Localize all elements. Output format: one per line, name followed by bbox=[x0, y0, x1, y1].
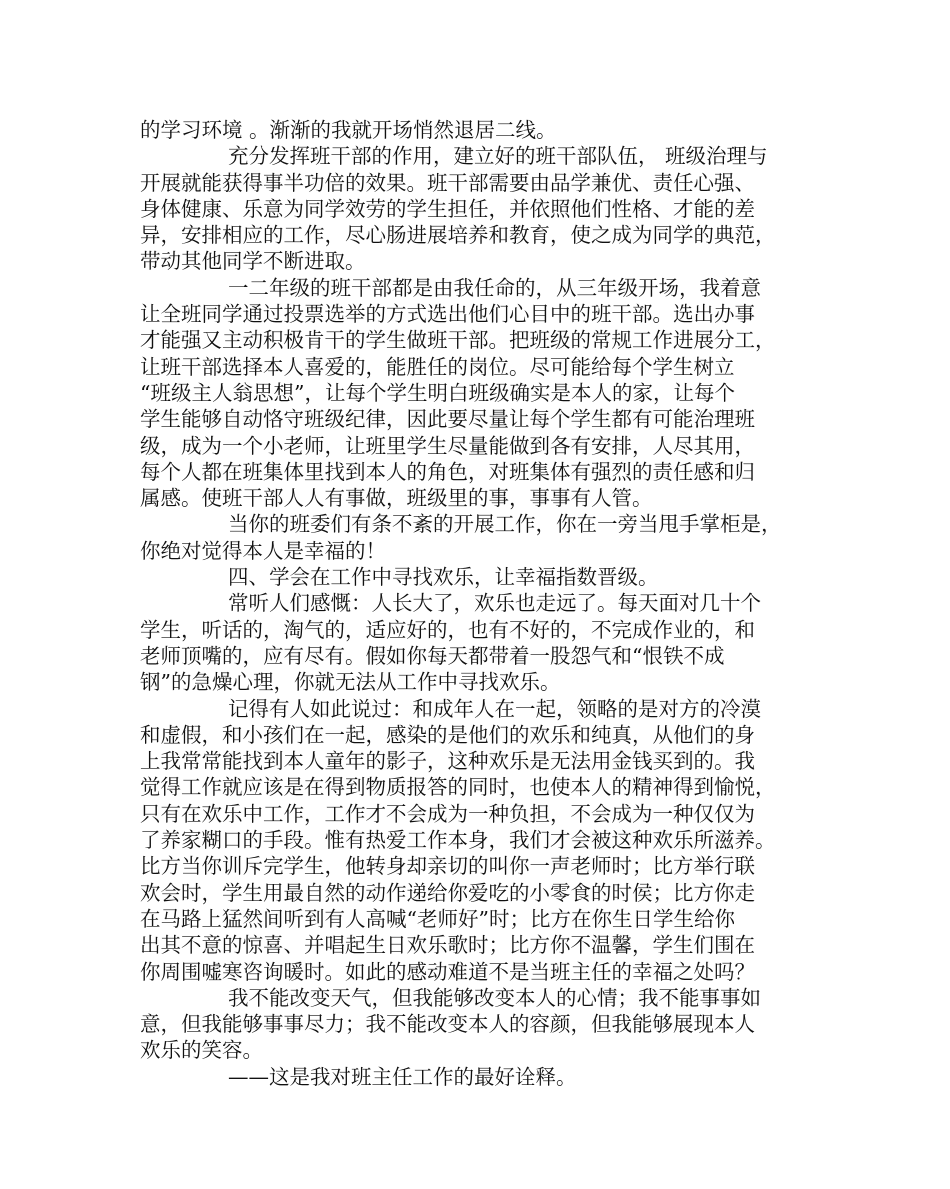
text-line: 欢乐的笑容。 bbox=[140, 1038, 263, 1063]
text-line: 意，但我能够事事尽力；我不能改变本人的容颜，但我能够展现本人 bbox=[140, 1012, 755, 1037]
text-line: 四、学会在工作中寻找欢乐，让幸福指数晋级。 bbox=[228, 565, 659, 590]
text-line: 属感。使班干部人人有事做，班级里的事，事事有人管。 bbox=[140, 486, 653, 511]
text-line: 每个人都在班集体里找到本人的角色，对班集体有强烈的责任感和归 bbox=[140, 459, 755, 484]
text-line: 比方当你训斥完学生，他转身却亲切的叫你一声老师时；比方举行联 bbox=[140, 854, 755, 879]
text-line: 才能强又主动积极肯干的学生做班干部。把班级的常规工作进展分工， bbox=[140, 328, 776, 353]
text-line: 上我常常能找到本人童年的影子，这种欢乐是无法用金钱买到的。我 bbox=[140, 749, 755, 774]
text-line: 开展就能获得事半功倍的效果。班干部需要由品学兼优、责任心强、 bbox=[140, 170, 755, 195]
text-line: 级，成为一个小老师，让班里学生尽量能做到各有安排，人尽其用， bbox=[140, 433, 755, 458]
text-line: 身体健康、乐意为同学效劳的学生担任，并依照他们性格、才能的差 bbox=[140, 196, 755, 221]
text-line: 带动其他同学不断进取。 bbox=[140, 249, 366, 274]
text-line: 欢会时，学生用最自然的动作递给你爱吃的小零食的时侯；比方你走 bbox=[140, 880, 755, 905]
text-line: 异，安排相应的工作，尽心肠进展培养和教育，使之成为同学的典范， bbox=[140, 223, 776, 248]
text-line: 充分发挥班干部的作用，建立好的班干部队伍， 班级治理与 bbox=[228, 144, 768, 169]
text-line: 你周围嘘寒咨询暖时。如此的感动难道不是当班主任的幸福之处吗？ bbox=[140, 959, 755, 984]
document-body bbox=[140, 117, 830, 1090]
text-line: 老师顶嘴的，应有尽有。假如你每天都带着一股怨气和“恨铁不成 bbox=[140, 643, 725, 668]
text-line: 学生，听话的，淘气的，适应好的，也有不好的，不完成作业的，和 bbox=[140, 617, 755, 642]
text-line: “班级主人翁思想”，让每个学生明白班级确实是本人的家，让每个 bbox=[140, 380, 735, 405]
text-line: 了养家糊口的手段。惟有热爱工作本身，我们才会被这种欢乐所滋养。 bbox=[140, 828, 776, 853]
text-line: ——这是我对班主任工作的最好诠释。 bbox=[228, 1064, 577, 1089]
text-line: 你绝对觉得本人是幸福的！ bbox=[140, 538, 386, 563]
text-line: 觉得工作就应该是在得到物质报答的同时，也使本人的精神得到愉悦， bbox=[140, 775, 776, 800]
text-line: 当你的班委们有条不紊的开展工作，你在一旁当甩手掌柜是， bbox=[228, 512, 782, 537]
text-line: 出其不意的惊喜、并唱起生日欢乐歌时；比方你不温馨，学生们围在 bbox=[140, 933, 755, 958]
text-line: 在马路上猛然间听到有人高喊“老师好”时；比方在你生日学生给你 bbox=[140, 906, 735, 931]
text-line: 记得有人如此说过：和成年人在一起，领略的是对方的冷漠 bbox=[228, 696, 761, 721]
text-line: 常听人们感慨：人长大了，欢乐也走远了。每天面对几十个 bbox=[228, 591, 761, 616]
text-line: 的学习环境 。渐渐的我就开场悄然退居二线。 bbox=[140, 118, 557, 142]
text-line: 和虚假，和小孩们在一起，感染的是他们的欢乐和纯真，从他们的身 bbox=[140, 722, 755, 747]
text-line: 让班干部选择本人喜爱的，能胜任的岗位。尽可能给每个学生树立 bbox=[140, 354, 735, 379]
text-line: 学生能够自动恪守班级纪律，因此要尽量让每个学生都有可能治理班 bbox=[140, 407, 755, 432]
text-line: 钢”的急燥心理，你就无法从工作中寻找欢乐。 bbox=[140, 670, 561, 695]
text-line: 让全班同学通过投票选举的方式选出他们心目中的班干部。选出办事 bbox=[140, 302, 755, 327]
text-line: 只有在欢乐中工作，工作才不会成为一种负担，不会成为一种仅仅为 bbox=[140, 801, 755, 826]
text-line: 一二年级的班干部都是由我任命的，从三年级开场，我着意 bbox=[228, 275, 761, 300]
text-line: 我不能改变天气，但我能够改变本人的心情；我不能事事如 bbox=[228, 985, 761, 1010]
